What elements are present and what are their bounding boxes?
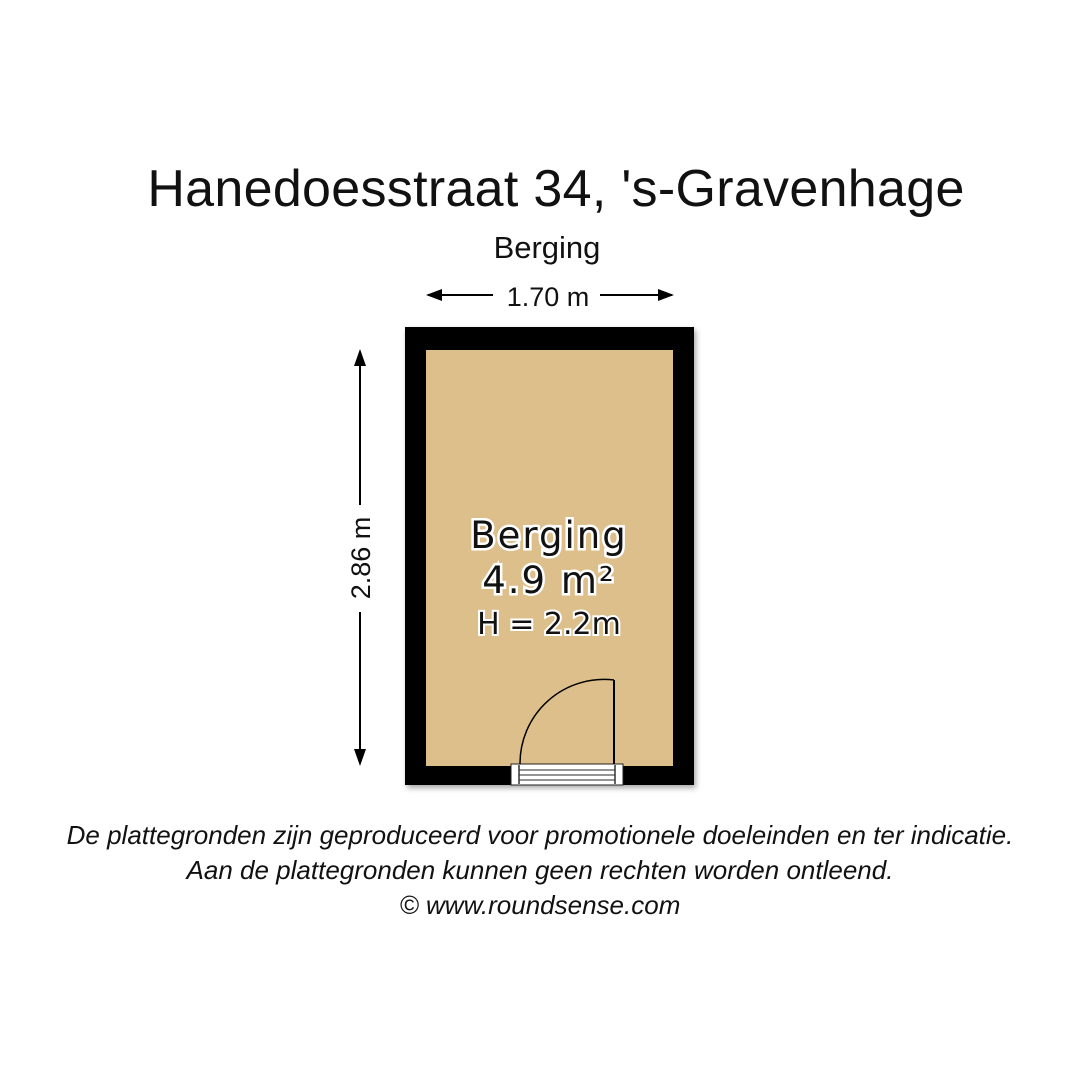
arrow-down-icon: [354, 749, 366, 766]
width-dimension: [426, 282, 674, 312]
depth-label: 2.86 m: [346, 516, 376, 600]
arrow-up-icon: [354, 349, 366, 366]
room-area: 4.9 m²: [482, 559, 616, 602]
disclaimer-line-1: De plattegronden zijn geproduceerd voor promotionele doeleinden en ter indicatie.: [66, 820, 1014, 850]
depth-dimension: [346, 349, 376, 766]
room-label: [470, 514, 627, 642]
floor-name: Berging: [493, 230, 601, 265]
room-height: H = 2.2m: [477, 607, 621, 642]
disclaimer-line-2: Aan de plattegronden kunnen geen rechten worden ontleend.: [186, 855, 894, 885]
copyright-line: © www.roundsense.com: [399, 890, 681, 920]
arrow-left-icon: [426, 289, 442, 301]
arrow-right-icon: [658, 289, 674, 301]
door-threshold: [511, 764, 623, 785]
address-title: Hanedoesstraat 34, 's-Gravenhage: [147, 160, 965, 218]
room-floor: [426, 350, 673, 766]
width-label: 1.70 m: [506, 282, 590, 312]
room-name: Berging: [470, 514, 628, 557]
